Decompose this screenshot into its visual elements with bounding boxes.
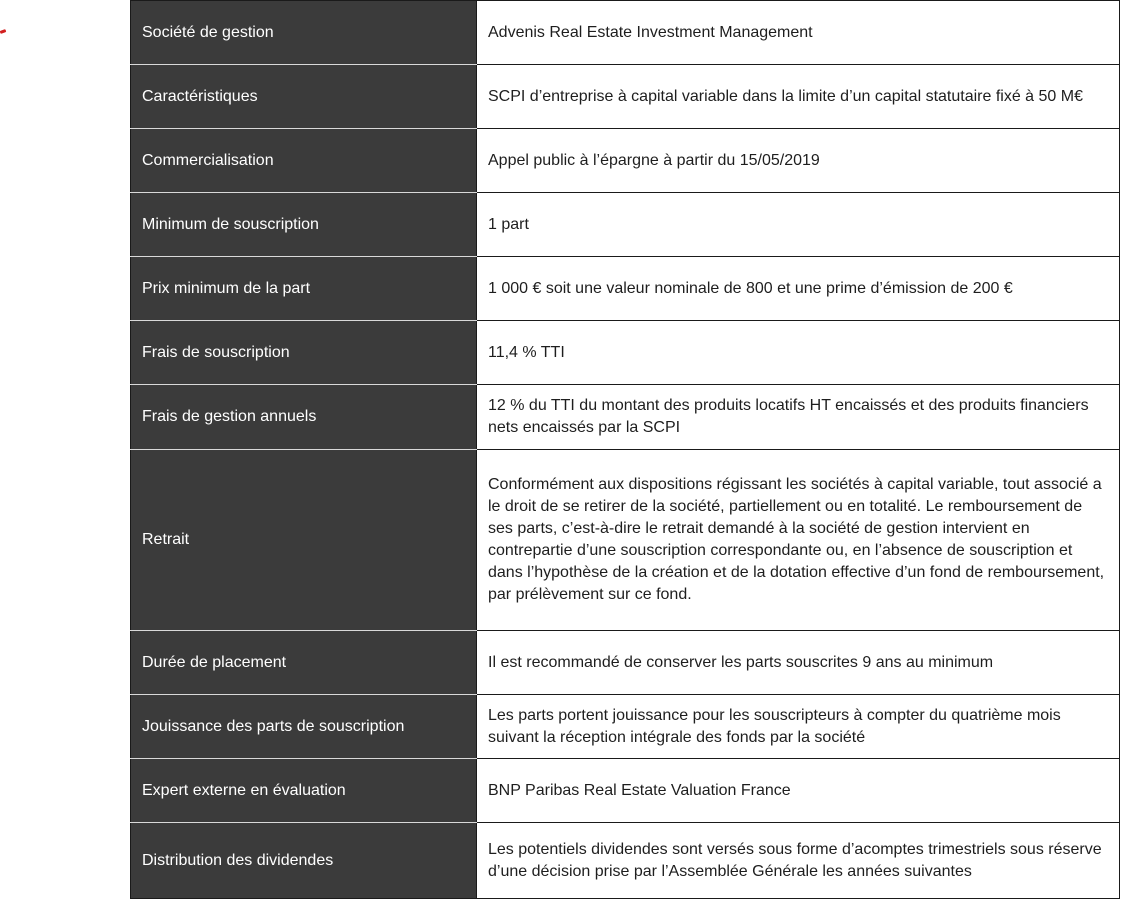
row-label: Société de gestion bbox=[131, 1, 477, 65]
row-label: Frais de gestion annuels bbox=[131, 385, 477, 450]
table-row bbox=[131, 257, 1120, 321]
row-label: Minimum de souscription bbox=[131, 193, 477, 257]
row-label: Durée de placement bbox=[131, 631, 477, 695]
row-value: Les potentiels dividendes sont versés sous forme d’acomptes trimestriels sous réserve d’une décision prise par l’Assemblée Générale les années suivantes bbox=[477, 823, 1120, 899]
table-row bbox=[131, 450, 1120, 631]
row-value: SCPI d’entreprise à capital variable dans la limite d’un capital statutaire fixé à 50 M€ bbox=[477, 65, 1120, 129]
row-value: Advenis Real Estate Investment Management bbox=[477, 1, 1120, 65]
table-row bbox=[131, 65, 1120, 129]
row-value: Appel public à l’épargne à partir du 15/05/2019 bbox=[477, 129, 1120, 193]
table-row bbox=[131, 385, 1120, 450]
scpi-info-table bbox=[130, 0, 1120, 899]
table-row bbox=[131, 1, 1120, 65]
row-value: Conformément aux dispositions régissant les sociétés à capital variable, tout associé a le droit de se retirer de la société, partiellement ou en totalité. Le remboursement de ses parts, c’est-à-dire le retrait demandé à la société de gestion intervient en contrepartie d’une souscription correspondante ou, en l’absence de souscription et dans l’hypothèse de la création et de la dotation effective d’un fond de remboursement, par prélèvement sur ce fond. bbox=[477, 450, 1120, 631]
row-label: Frais de souscription bbox=[131, 321, 477, 385]
row-label: Expert externe en évaluation bbox=[131, 759, 477, 823]
row-value: 1 part bbox=[477, 193, 1120, 257]
row-label: Retrait bbox=[131, 450, 477, 631]
row-value: BNP Paribas Real Estate Valuation France bbox=[477, 759, 1120, 823]
row-value: 11,4 % TTI bbox=[477, 321, 1120, 385]
row-value: Les parts portent jouissance pour les souscripteurs à compter du quatrième mois suivant la réception intégrale des fonds par la société bbox=[477, 695, 1120, 759]
table-row bbox=[131, 823, 1120, 899]
row-label: Distribution des dividendes bbox=[131, 823, 477, 899]
row-label: Jouissance des parts de souscription bbox=[131, 695, 477, 759]
table-row bbox=[131, 695, 1120, 759]
table-row bbox=[131, 129, 1120, 193]
row-label: Commercialisation bbox=[131, 129, 477, 193]
row-value: 12 % du TTI du montant des produits locatifs HT encaissés et des produits financiers nets encaissés par la SCPI bbox=[477, 385, 1120, 450]
row-label: Prix minimum de la part bbox=[131, 257, 477, 321]
table-row bbox=[131, 193, 1120, 257]
row-value: Il est recommandé de conserver les parts souscrites 9 ans au minimum bbox=[477, 631, 1120, 695]
table-row bbox=[131, 631, 1120, 695]
table-row bbox=[131, 759, 1120, 823]
row-value: 1 000 € soit une valeur nominale de 800 et une prime d’émission de 200 € bbox=[477, 257, 1120, 321]
red-annotation-mark bbox=[0, 29, 6, 34]
row-label: Caractéristiques bbox=[131, 65, 477, 129]
table-row bbox=[131, 321, 1120, 385]
